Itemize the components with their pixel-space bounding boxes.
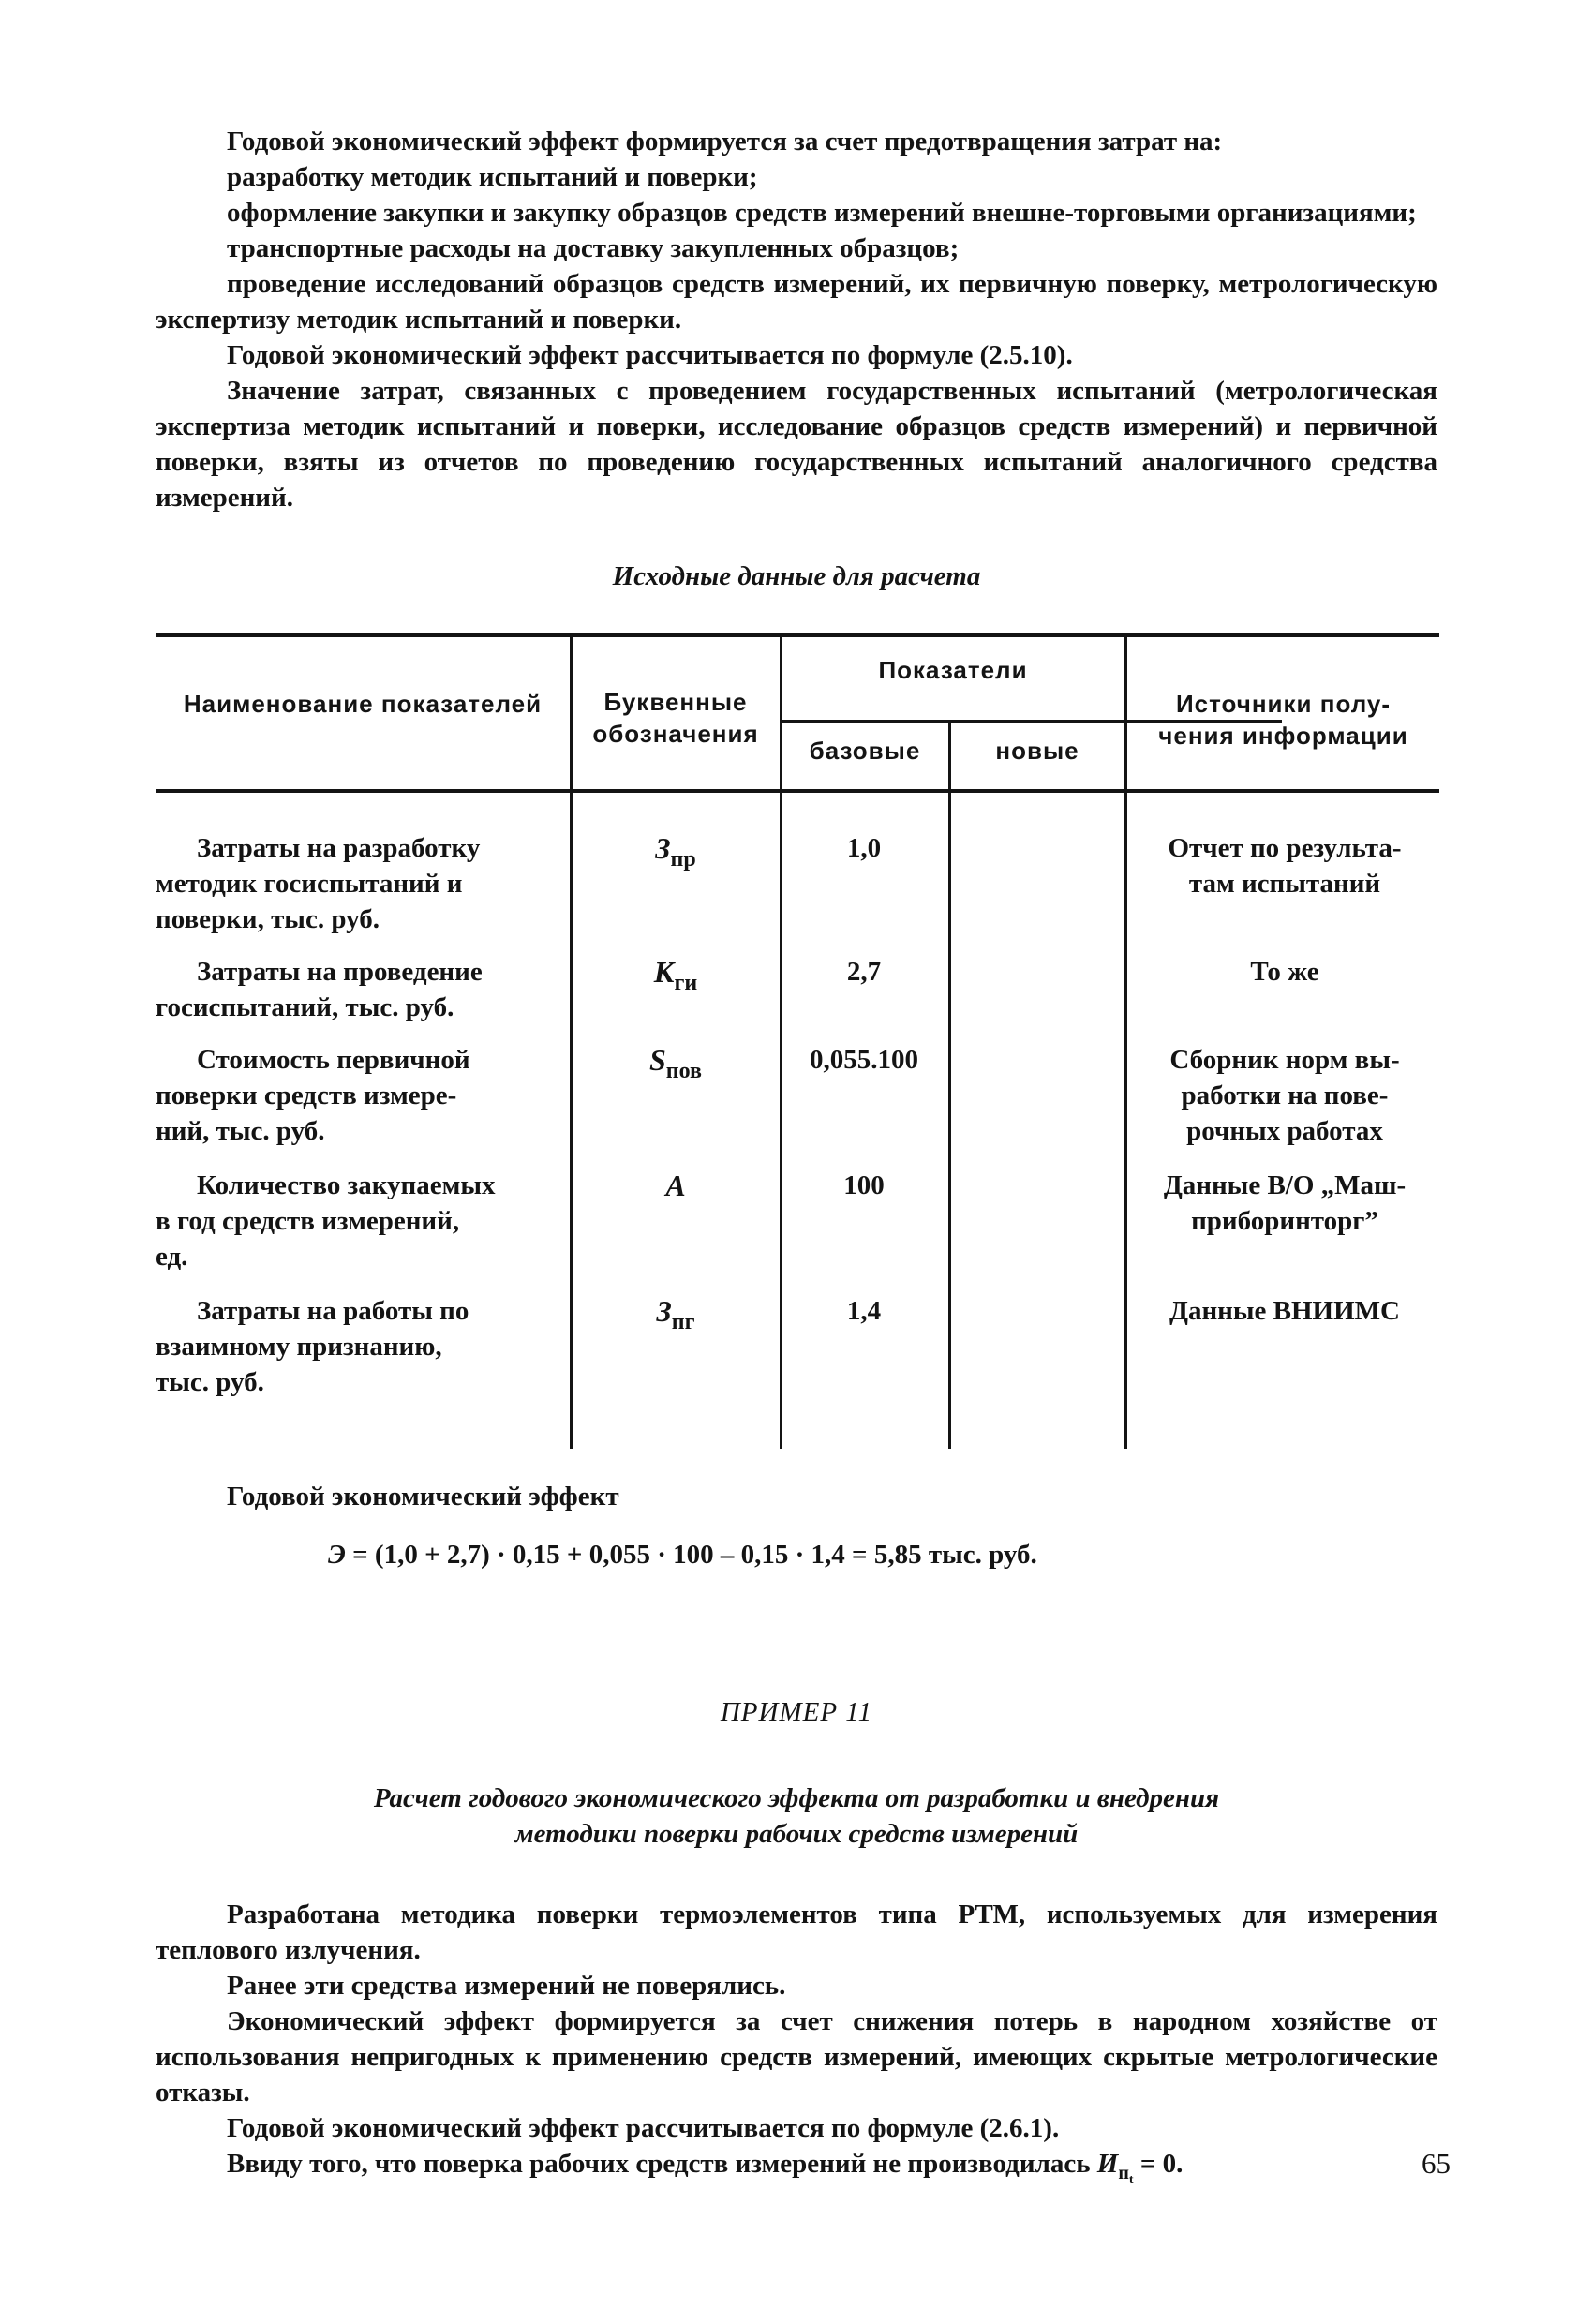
last-line-text: Ввиду того, что поверка рабочих средств измерений не производилась xyxy=(227,2149,1097,2179)
example-title-line: Расчет годового экономического эффекта от разработки и внедрения xyxy=(373,1783,1220,1813)
name-line: Количество закупаемых xyxy=(197,1170,496,1200)
column-divider xyxy=(948,720,951,1449)
paragraph: Годовой экономический эффект рассчитывается по формуле (2.5.10). xyxy=(227,340,1073,370)
table-row-symbol xyxy=(573,1168,779,1214)
header-symbol-line: обозначения xyxy=(592,720,759,748)
var-symbol: И xyxy=(1096,2149,1119,2179)
name-line: Затраты на проведение xyxy=(197,957,483,987)
name-line: ний, тыс. руб. xyxy=(156,1116,325,1146)
symbol-main: S xyxy=(649,1043,666,1077)
header-source-line: чения информации xyxy=(1158,722,1408,750)
table-row-source xyxy=(1130,954,1439,990)
table-row-base: 1,4 xyxy=(846,1296,882,1326)
var-sub: п xyxy=(1118,2162,1129,2183)
table-row-base: 0,055.100 xyxy=(810,1045,918,1075)
formula xyxy=(328,1537,1359,1572)
table-row-name xyxy=(156,954,568,1025)
header-symbol-line: Буквенные xyxy=(603,688,748,716)
name-line: поверки, тыс. руб. xyxy=(156,904,380,934)
table-row-source xyxy=(1130,1168,1439,1239)
header-source xyxy=(1127,688,1439,752)
name-line: тыс. руб. xyxy=(156,1367,264,1397)
paragraph: транспортные расходы на доставку закупленных образцов; xyxy=(227,233,960,263)
paragraph: Экономический эффект формируется за счет снижения потерь в народном хозяйстве от использования непригодных к применению средств измерений, имеющих скрытые метрологические отказы. xyxy=(156,2006,1437,2108)
formula-rhs: = (1,0 + 2,7) · 0,15 + 0,055 · 100 – 0,15 · 1,4 = 5,85 тыс. руб. xyxy=(345,1540,1037,1570)
header-source-line: Источники полу- xyxy=(1175,690,1391,718)
name-line: поверки средств измере- xyxy=(156,1080,457,1110)
header-symbol xyxy=(573,686,779,750)
table-row-name xyxy=(156,1168,568,1274)
column-divider xyxy=(1124,633,1127,1449)
name-line: в год средств измерений, xyxy=(156,1206,460,1236)
paragraph: проведение исследований образцов средств измерений, их первичную поверку, метрологическую экспертизу методик испытаний и поверки. xyxy=(156,269,1437,335)
last-line-tail: = 0. xyxy=(1133,2149,1184,2179)
effect-label: Годовой экономический эффект xyxy=(227,1482,619,1512)
name-line: Затраты на работы по xyxy=(197,1296,469,1326)
table-row-source xyxy=(1130,1042,1439,1149)
header-new: новые xyxy=(995,737,1079,765)
page-number: 65 xyxy=(1422,2147,1451,2180)
symbol-sub: пг xyxy=(671,1310,695,1334)
table-row-symbol xyxy=(573,1293,779,1340)
table-row-symbol xyxy=(573,954,779,1001)
table-row-base: 1,0 xyxy=(846,833,882,863)
example-text xyxy=(156,1897,1437,2198)
paragraph: Годовой экономический эффект формируется за счет предотвращения затрат на: xyxy=(227,127,1223,156)
symbol-sub: ги xyxy=(674,971,698,995)
name-line: методик госиспытаний и xyxy=(156,869,463,899)
table-row-base: 2,7 xyxy=(846,957,882,987)
source-line: там испытаний xyxy=(1188,869,1381,899)
paragraph: Ранее эти средства измерений не поверялись. xyxy=(227,1971,786,2001)
symbol-main: К xyxy=(653,955,675,989)
header-base: базовые xyxy=(809,737,921,765)
symbol-sub: пов xyxy=(665,1059,702,1083)
paragraph: разработку методик испытаний и поверки; xyxy=(227,162,758,192)
symbol-main: З xyxy=(655,831,671,865)
paragraph: Значение затрат, связанных с проведением государственных испытаний (метрологическая экспертиза методик испытаний и поверки, исследование образцов средств измерений) и первичной поверки, взяты из отчетов по проведению государственных испытаний аналогичного средства измерений. xyxy=(156,376,1437,513)
example-title-line: методики поверки рабочих средств измерений xyxy=(514,1819,1079,1849)
table-row-source xyxy=(1130,830,1439,901)
table-row-name xyxy=(156,1042,568,1149)
paragraph: Разработана методика поверки термоэлементов типа РТМ, используемых для измерения теплового излучения. xyxy=(156,1899,1437,1965)
data-table xyxy=(156,633,1439,1449)
example-heading: ПРИМЕР 11 xyxy=(720,1697,873,1727)
name-line: Стоимость первичной xyxy=(197,1045,470,1075)
table-top-rule xyxy=(156,633,1439,637)
paragraph-last xyxy=(156,2146,1437,2198)
name-line: взаимному признанию, xyxy=(156,1332,442,1362)
table-row-base: 100 xyxy=(843,1170,885,1200)
table-row-symbol xyxy=(573,830,779,877)
name-line: госиспытаний, тыс. руб. xyxy=(156,992,454,1022)
name-line: Затраты на разработку xyxy=(197,833,481,863)
source-line: приборинторг” xyxy=(1191,1206,1378,1236)
source-line: Отчет по результа- xyxy=(1168,833,1402,863)
source-line: То же xyxy=(1250,957,1319,987)
intro-text xyxy=(156,124,1437,515)
source-line: Данные В/О „Маш- xyxy=(1163,1170,1407,1200)
paragraph: оформление закупки и закупку образцов средств измерений внешне-торговыми организациями; xyxy=(227,198,1417,228)
source-line: Сборник норм вы- xyxy=(1169,1045,1400,1075)
table-caption: Исходные данные для расчета xyxy=(612,561,981,591)
header-indicators: Показатели xyxy=(878,656,1028,684)
symbol-main: A xyxy=(665,1169,686,1202)
source-line: рочных работах xyxy=(1186,1116,1383,1146)
table-row-name xyxy=(156,1293,568,1400)
header-bottom-rule xyxy=(156,789,1439,793)
header-name: Наименование показателей xyxy=(183,690,543,718)
var-subsub: t xyxy=(1128,2172,1134,2187)
source-line: Данные ВНИИМС xyxy=(1169,1296,1400,1326)
table-row-symbol xyxy=(573,1042,779,1089)
table-row-name xyxy=(156,830,568,937)
paragraph: Годовой экономический эффект рассчитывается по формуле (2.6.1). xyxy=(227,2113,1060,2143)
source-line: работки на пове- xyxy=(1181,1080,1389,1110)
table-row-source xyxy=(1130,1293,1439,1329)
symbol-main: З xyxy=(656,1294,672,1328)
symbol-sub: пр xyxy=(670,847,696,872)
name-line: ед. xyxy=(156,1242,188,1272)
formula-lhs: Э xyxy=(328,1540,346,1570)
